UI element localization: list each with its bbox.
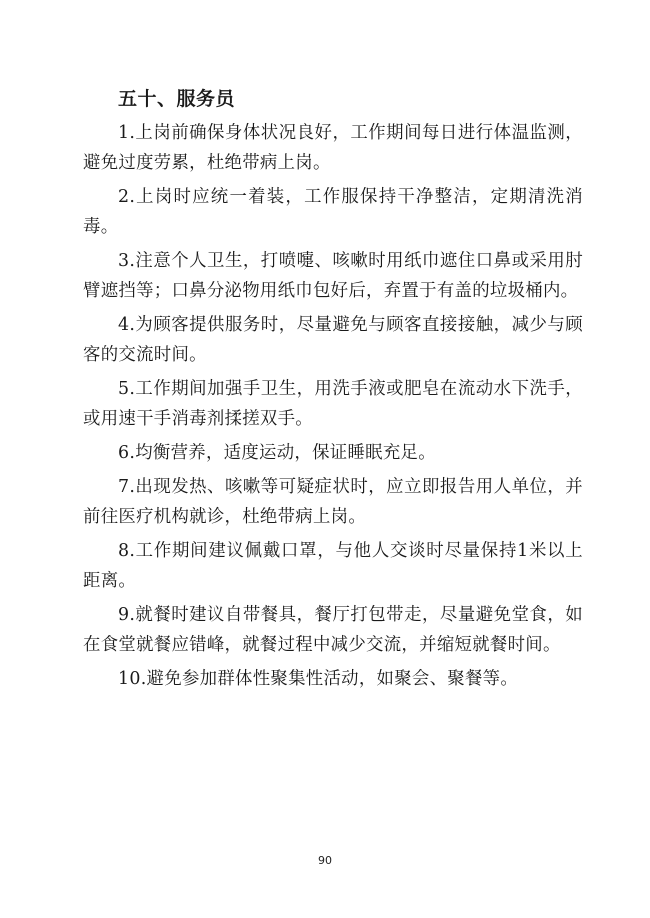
guideline-list	[83, 118, 583, 698]
page-number: 90	[318, 854, 332, 867]
guideline-item-1: 1.上岗前确保身体状况良好，工作期间每日进行体温监测，避免过度劳累，杜绝带病上岗。	[83, 123, 583, 173]
section-heading: 五十、服务员	[118, 88, 236, 110]
guideline-item-2: 2.上岗时应统一着装，工作服保持干净整洁，定期清洗消毒。	[83, 187, 583, 237]
guideline-item-8: 8.工作期间建议佩戴口罩，与他人交谈时尽量保持1米以上距离。	[83, 541, 583, 591]
guideline-item-6: 6.均衡营养，适度运动，保证睡眠充足。	[118, 443, 436, 463]
guideline-item-9: 9.就餐时建议自带餐具，餐厅打包带走，尽量避免堂食，如在食堂就餐应错峰，就餐过程中减少交流，并缩短就餐时间。	[83, 605, 583, 655]
guideline-item-3: 3.注意个人卫生，打喷嚏、咳嗽时用纸巾遮住口鼻或采用肘臂遮挡等；口鼻分泌物用纸巾包好后，弃置于有盖的垃圾桶内。	[83, 251, 583, 301]
guideline-item-5: 5.工作期间加强手卫生，用洗手液或肥皂在流动水下洗手，或用速干手消毒剂揉搓双手。	[83, 379, 583, 429]
guideline-item-7: 7.出现发热、咳嗽等可疑症状时，应立即报告用人单位，并前往医疗机构就诊，杜绝带病上岗。	[83, 477, 583, 527]
guideline-item-10: 10.避免参加群体性聚集性活动，如聚会、聚餐等。	[118, 669, 519, 689]
guideline-item-4: 4.为顾客提供服务时，尽量避免与顾客直接接触，减少与顾客的交流时间。	[83, 315, 583, 365]
